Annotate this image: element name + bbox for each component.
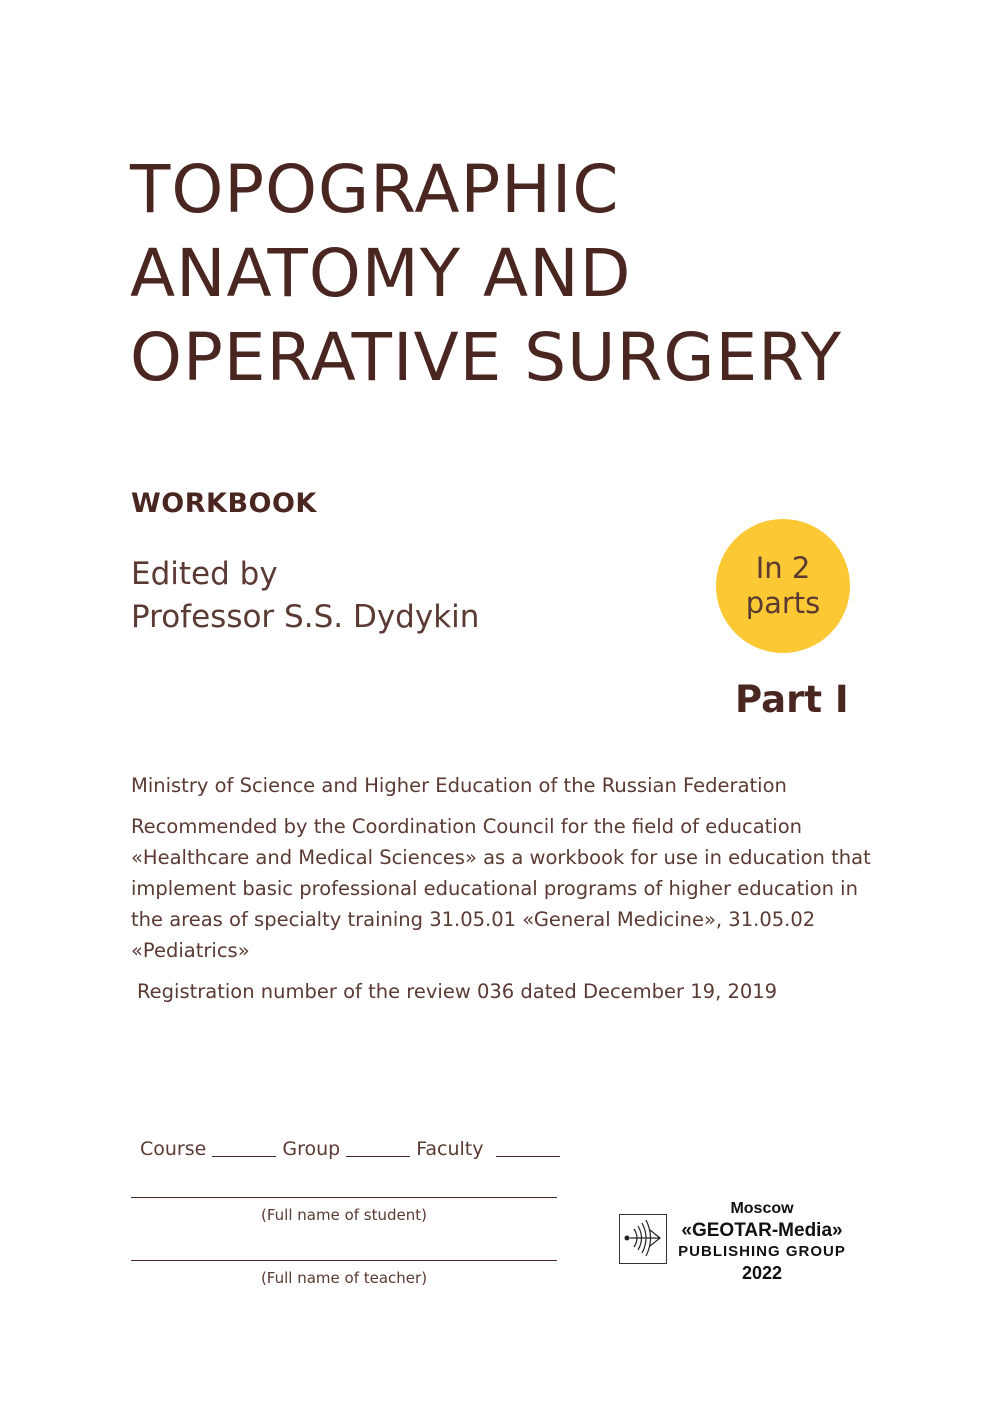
teacher-name-line[interactable]	[131, 1260, 557, 1261]
course-label: Course	[140, 1138, 207, 1160]
recommendation-text: Recommended by the Coordination Council for the field of education «Healthcare and Medical Sciences» as a workbook for use in education that implement basic professional educational programs of higher education in the areas of specialty training 31.05.01 «General Medicine», 31.05.02 «Pediatrics»	[131, 815, 871, 962]
geotar-logo-icon	[619, 1214, 667, 1264]
faculty-label: Faculty	[416, 1138, 484, 1160]
teacher-name-caption: (Full name of teacher)	[260, 1269, 428, 1287]
badge-line-2: parts	[745, 586, 821, 620]
faculty-field[interactable]	[496, 1156, 560, 1157]
publisher-block	[672, 1199, 852, 1285]
parts-badge	[716, 519, 850, 653]
student-name-line[interactable]	[131, 1197, 557, 1198]
publisher-name: «GEOTAR-Media»	[681, 1220, 843, 1241]
title-line-3: OPERATIVE SURGERY	[130, 319, 843, 396]
editor-line-2: Professor S.S. Dydykin	[131, 599, 480, 635]
course-field[interactable]	[212, 1156, 276, 1157]
editor-line-1: Edited by	[131, 556, 278, 592]
editor-block	[131, 553, 479, 639]
subtitle-workbook: WORKBOOK	[131, 488, 317, 519]
title-line-2: ANATOMY AND	[130, 235, 632, 312]
registration-text: Registration number of the review 036 dated December 19, 2019	[137, 980, 778, 1003]
title-line-1: TOPOGRAPHIC	[130, 151, 620, 228]
group-field[interactable]	[346, 1156, 410, 1157]
group-label: Group	[282, 1138, 341, 1160]
publisher-group: PUBLISHING GROUP	[678, 1243, 846, 1260]
publisher-city: Moscow	[730, 1200, 794, 1217]
book-title	[130, 148, 890, 400]
ministry-text: Ministry of Science and Higher Education of the Russian Federation	[131, 774, 787, 797]
publication-year: 2022	[741, 1263, 783, 1283]
student-info-fields	[140, 1138, 566, 1160]
student-name-caption: (Full name of student)	[261, 1206, 427, 1224]
badge-line-1: In 2	[755, 551, 811, 585]
part-label: Part I	[735, 678, 849, 721]
